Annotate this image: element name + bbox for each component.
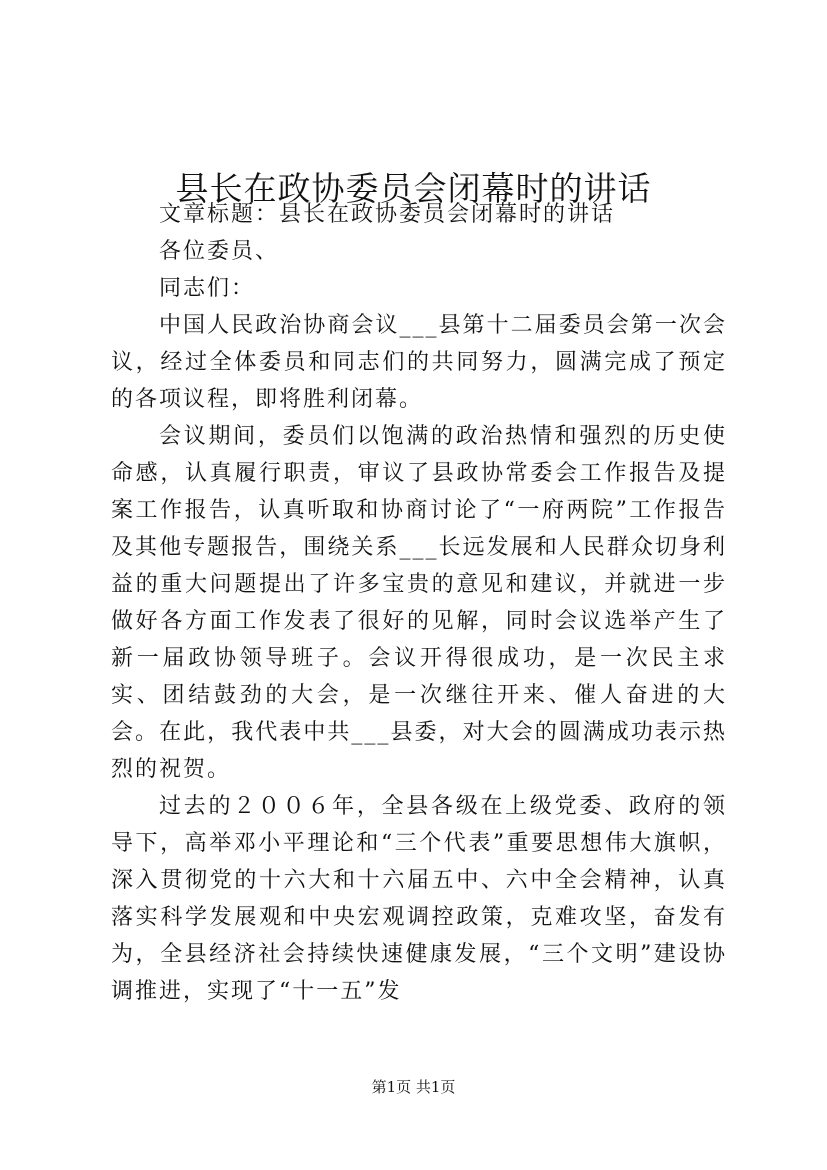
- paragraph-opening: 中国人民政治协商会议___县第十二届委员会第一次会议，经过全体委员和同志们的共同努力，圆满完成了预定的各项议程，即将胜利闭幕。: [111, 313, 727, 412]
- page-footer: 第1页 共1页: [371, 1078, 456, 1096]
- salutation-committee: 各位委员、: [159, 239, 280, 264]
- paragraph-review: 过去的２００６年，全县各级在上级党委、政府的领导下，高举邓小平理论和“三个代表”重要思想伟大旗帜，深入贯彻党的十六大和十六届五中、六中全会精神，认真落实科学发展观和中央宏观调控政策，克难攻坚，奋发有为，全县经济社会持续快速健康发展，“三个文明”建设协调推进，实现了“十一五”发: [111, 794, 727, 1004]
- salutation-comrades: 同志们：: [159, 276, 256, 301]
- paragraph-meeting: 会议期间，委员们以饱满的政治热情和强烈的历史使命感，认真履行职责，审议了县政协常委会工作报告及提案工作报告，认真听取和协商讨论了“一府两院”工作报告及其他专题报告，围绕关系___长远发展和人民群众切身利益的重大问题提出了许多宝贵的意见和建议，并就进一步做好各方面工作发表了很好的见解，同时会议选举产生了新一届政协领导班子。会议开得很成功，是一次民主求实、团结鼓劲的大会，是一次继往开来、催人奋进的大会。在此，我代表中共___县委，对大会的圆满成功表示热烈的祝贺。: [111, 424, 727, 782]
- document-body: [111, 196, 727, 1010]
- document-title: 县长在政协委员会闭幕时的讲话: [175, 169, 652, 209]
- article-title-line: 文章标题：县长在政协委员会闭幕时的讲话: [159, 202, 616, 227]
